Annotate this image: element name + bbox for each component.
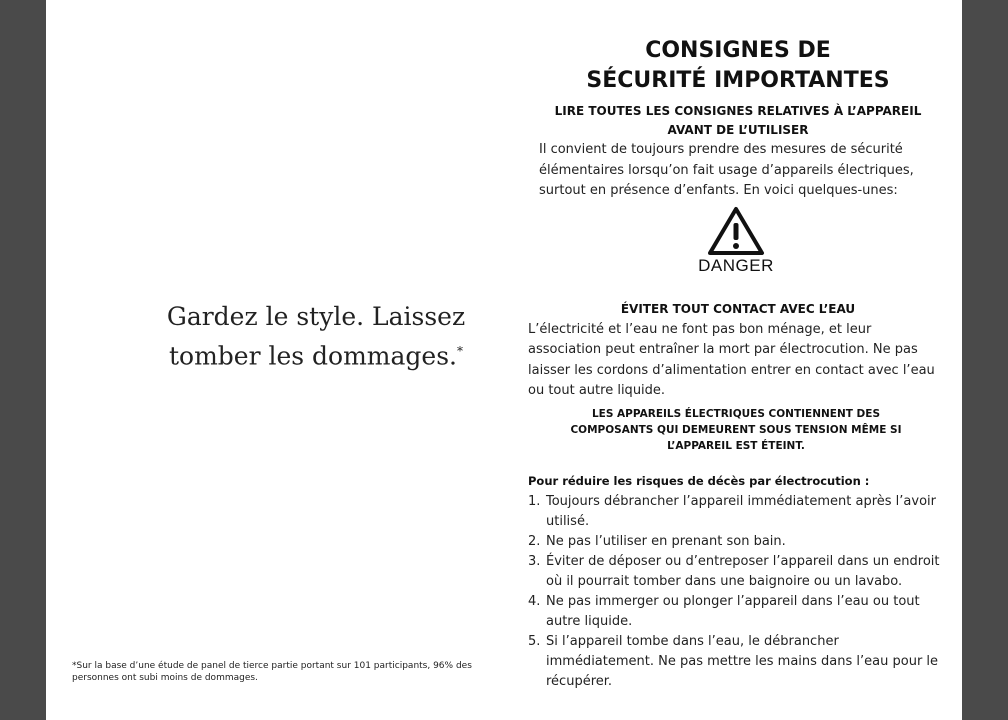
list-item: 5. Si l’appareil tombe dans l’eau, le débrancher immédiatement. Ne pas mettre les mains dans l’eau pour le récupérer. xyxy=(528,634,939,689)
page-title: CONSIGNES DE SÉCURITÉ IMPORTANTES xyxy=(586,38,890,93)
safety-steps-list xyxy=(528,492,948,692)
intro-paragraph: Il convient de toujours prendre des mesures de sécurité élémentaires lorsqu’on fait usage d’appareils électriques, surtout en présence d’enfants. En voici quelques-unes: xyxy=(539,142,914,198)
danger-label: DANGER xyxy=(698,256,774,275)
avoid-water-heading: ÉVITER TOUT CONTACT AVEC L’EAU xyxy=(620,302,856,316)
list-item: 2. Ne pas l’utiliser en prenant son bain. xyxy=(528,534,786,549)
read-all-instructions-heading: LIRE TOUTES LES CONSIGNES RELATIVES À L’APPAREIL AVANT DE L’UTILISER xyxy=(554,104,922,137)
avoid-water-paragraph: L’électricité et l’eau ne font pas bon ménage, et leur association peut entraîner la mort par électrocution. Ne pas laisser les cordons d’alimentation entrer en contact avec l’eau ou tout autre liquide. xyxy=(528,322,935,398)
tagline: Gardez le style. Laissez tomber les dommages.* xyxy=(166,302,466,371)
reduce-risk-heading: Pour réduire les risques de décès par électrocution : xyxy=(528,474,870,488)
warning-triangle-icon xyxy=(707,206,765,256)
list-item: 1. Toujours débrancher l’appareil immédiatement après l’avoir utilisé. xyxy=(528,494,936,529)
list-item: 3. Éviter de déposer ou d’entreposer l’appareil dans un endroit où il pourrait tomber dans une baignoire ou un lavabo. xyxy=(528,554,940,589)
live-components-warning: LES APPAREILS ÉLECTRIQUES CONTIENNENT DES COMPOSANTS QUI DEMEURENT SOUS TENSION MÊME SI L’APPAREIL EST ÉTEINT. xyxy=(570,408,902,452)
tagline-footnote-mark: * xyxy=(457,344,463,358)
document-spread xyxy=(46,0,962,720)
footnote: *Sur la base d’une étude de panel de tierce partie portant sur 101 participants, 96% des personnes ont subi moins de dommages. xyxy=(72,661,472,683)
list-item: 4. Ne pas immerger ou plonger l’appareil dans l’eau ou tout autre liquide. xyxy=(528,594,920,629)
danger-symbol xyxy=(691,206,781,276)
